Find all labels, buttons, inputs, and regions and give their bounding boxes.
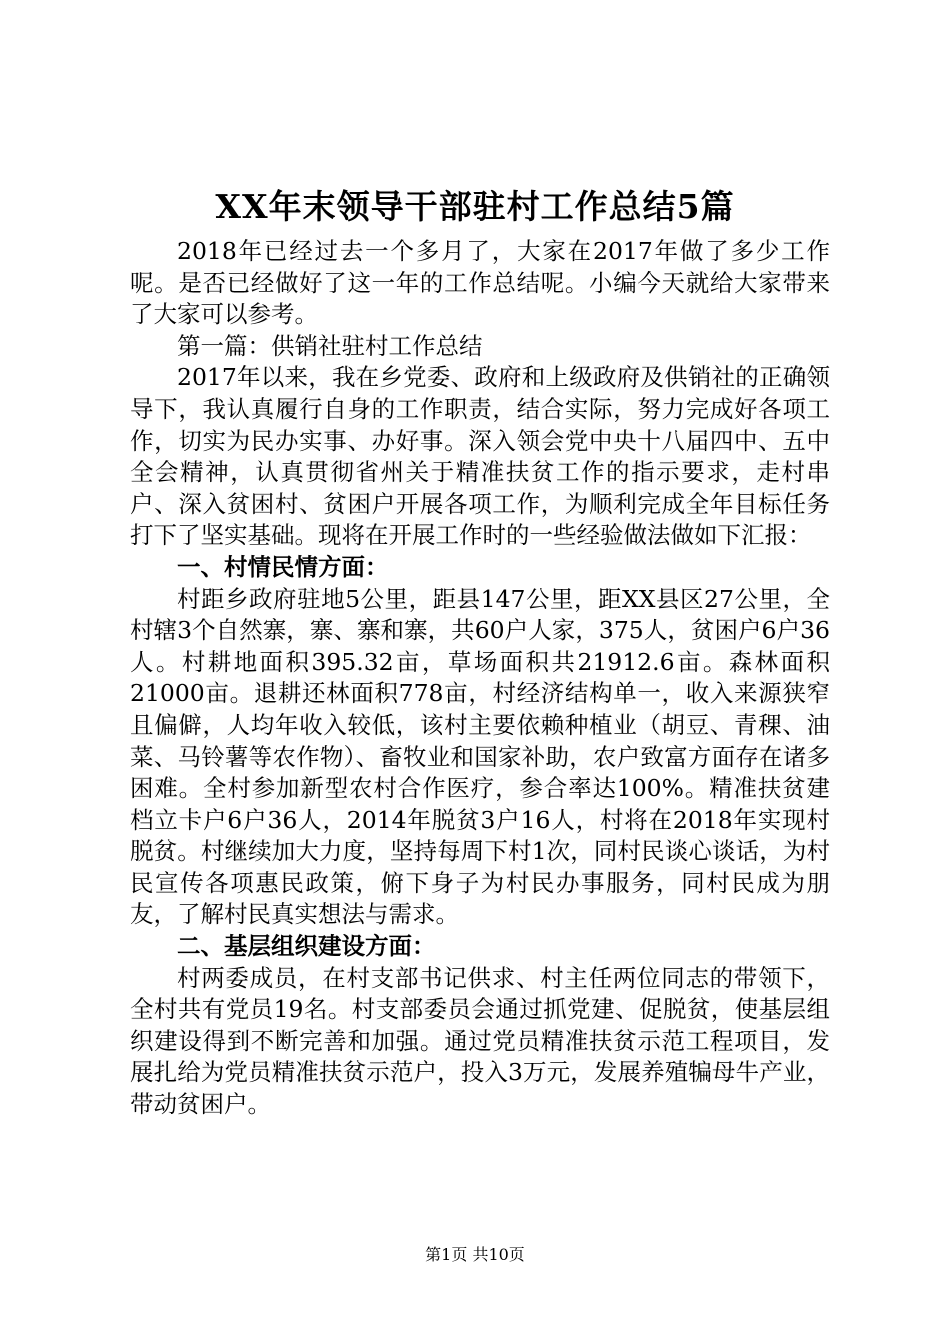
document-title: XX年末领导干部驻村工作总结5篇 — [215, 187, 735, 226]
body-paragraph: 2017年以来，我在乡党委、政府和上级政府及供销社的正确领导下，我认真履行自身的工作职责，结合实际，努力完成好各项工作，切实为民办实事、办好事。深入领会党中央十八届四中、五中全会精神，认真贯彻省州关于精准扶贫工作的指示要求，走村串户、深入贫困村、贫困户开展各项工作，为顺利完成全年目标任务打下了坚实基础。现将在开展工作时的一些经验做法做如下汇报： — [130, 363, 830, 550]
chapter-title: 第一篇：供销社驻村工作总结 — [177, 331, 483, 360]
section-heading: 一、村情民情方面： — [177, 552, 389, 581]
section-heading: 二、基层组织建设方面： — [177, 932, 436, 961]
intro-paragraph: 2018年已经过去一个多月了，大家在2017年做了多少工作呢。是否已经做好了这一年的工作总结呢。小编今天就给大家带来了大家可以参考。 — [130, 237, 830, 329]
page-number-footer: 第1页 共10页 — [425, 1245, 525, 1264]
document-body — [130, 236, 830, 1121]
body-paragraph: 村两委成员，在村支部书记供求、村主任两位同志的带领下，全村共有党员19名。村支部委员会通过抓党建、促脱贫，使基层组织建设得到不断完善和加强。通过党员精准扶贫示范工程项目，发展扎给为党员精准扶贫示范户，投入3万元，发展养殖犏母牛产业，带动贫困户。 — [130, 963, 830, 1119]
body-paragraph: 村距乡政府驻地5公里，距县147公里，距XX县区27公里，全村辖3个自然寨，寨、寨和寨，共60户人家，375人，贫困户6户36人。村耕地面积395.32亩，草场面积共21912.6亩。森林面积21000亩。退耕还林面积778亩，村经济结构单一，收入来源狭窄且偏僻，人均年收入较低，该村主要依赖种植业（胡豆、青稞、油菜、马铃薯等农作物）、畜牧业和国家补助，农户致富方面存在诸多困难。全村参加新型农村合作医疗，参合率达100%。精准扶贫建档立卡户6户36人，2014年脱贫3户16人，村将在2018年实现村脱贫。村继续加大力度，坚持每周下村1次，同村民谈心谈话，为村民宣传各项惠民政策，俯下身子为村民办事服务，同村民成为朋友，了解村民真实想法与需求。 — [130, 584, 830, 929]
